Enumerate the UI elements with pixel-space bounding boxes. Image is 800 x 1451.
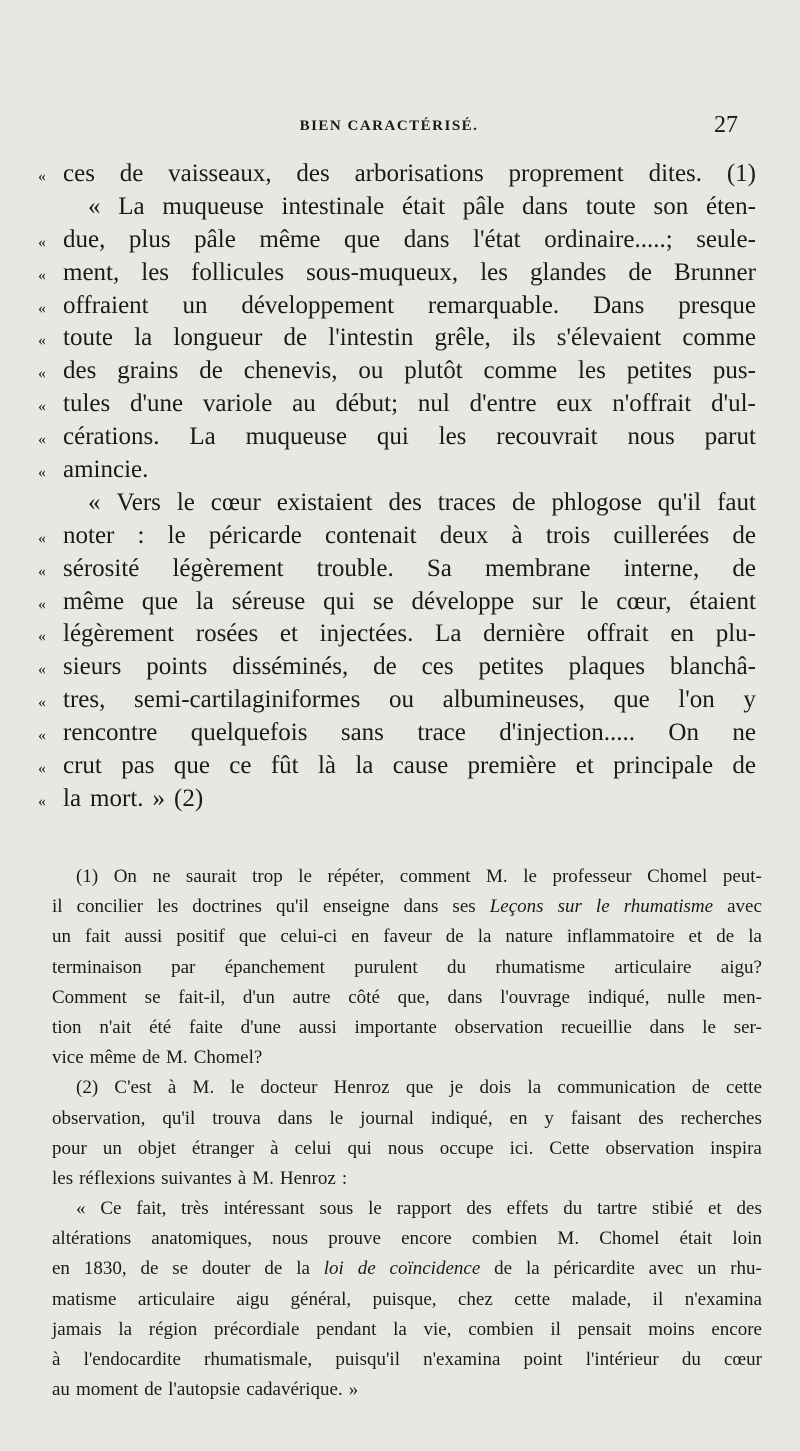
- footnote-text: un fait aussi positif que celui-ci en faveur de la nature inflammatoire et de la: [52, 926, 762, 948]
- text-line: [38, 783, 756, 816]
- footnotes: [52, 862, 762, 1405]
- footnote-line: [52, 1073, 762, 1103]
- footnote-line: [52, 1043, 762, 1073]
- quote-mark: «: [38, 562, 46, 580]
- line-text: ces de vaisseaux, des arborisations proprement dites. (1): [63, 160, 756, 187]
- footnote-line: [52, 1285, 762, 1315]
- footnote-text: observation, qu'il trouva dans le journal indiqué, en y faisant des recherches: [52, 1107, 762, 1129]
- footnote-line: [52, 1345, 762, 1375]
- text-line: [38, 290, 756, 323]
- footnote-text: terminaison par épanchement purulent du rhumatisme articulaire aigu?: [52, 956, 762, 978]
- line-text: légèrement rosées et injectées. La dernière offrait en plu-: [63, 620, 756, 648]
- line-text: crut pas que ce fût là la cause première et principale de: [63, 752, 756, 780]
- footnote-line: [52, 922, 762, 952]
- footnote-line: [52, 1104, 762, 1134]
- footnote-line: [52, 892, 762, 922]
- footnote-text: matisme articulaire aigu général, puisque, chez cette malade, il n'examina: [52, 1288, 762, 1310]
- text-line: [38, 421, 756, 454]
- line-text: sérosité légèrement trouble. Sa membrane interne, de: [63, 554, 756, 582]
- text-line: [38, 684, 756, 717]
- footnote-line: [52, 1194, 762, 1224]
- footnote-text: (1) On ne saurait trop le répéter, comment M. le professeur Chomel peut-: [76, 866, 762, 887]
- text-line: [38, 158, 756, 191]
- quote-mark: «: [38, 299, 46, 317]
- line-text: ment, les follicules sous-muqueux, les glandes de Brunner: [63, 258, 756, 286]
- footnote-text: en 1830, de se douter de la loi de coïncidence de la péricardite avec un rhu-: [52, 1258, 762, 1280]
- text-line: [38, 750, 756, 783]
- line-text: amincie.: [63, 456, 149, 484]
- quote-mark: «: [38, 694, 46, 712]
- quote-mark: «: [38, 792, 46, 810]
- quote-mark: «: [38, 398, 46, 416]
- footnote-text: (2) C'est à M. le docteur Henroz que je dois la communication de cette: [76, 1077, 762, 1099]
- text-line: [38, 257, 756, 290]
- line-text: cérations. La muqueuse qui les recouvrait nous parut: [63, 423, 756, 451]
- text-line: [38, 618, 756, 651]
- quote-mark: «: [38, 595, 46, 613]
- footnote-text: tion n'ait été faite d'une aussi importante observation recueillie dans le ser-: [52, 1016, 762, 1038]
- quote-mark: «: [38, 760, 46, 778]
- quote-mark: «: [38, 332, 46, 350]
- footnote-line: [52, 862, 762, 892]
- quote-mark: «: [38, 431, 46, 449]
- line-text: rencontre quelquefois sans trace d'injection..... On ne: [63, 719, 756, 747]
- line-text: offraient un développement remarquable. Dans presque: [63, 291, 756, 319]
- footnote-text: vice même de M. Chomel?: [52, 1047, 263, 1069]
- line-text: « Vers le cœur existaient des traces de phlogose qu'il faut: [88, 488, 756, 516]
- footnote-text: à l'endocardite rhumatismale, puisqu'il n'examina point l'intérieur du cœur: [52, 1349, 762, 1370]
- footnote-line: [52, 983, 762, 1013]
- footnote-text: « Ce fait, très intéressant sous le rapport des effets du tartre stibié et des: [76, 1198, 762, 1220]
- line-text: tres, semi-cartilaginiformes ou albumineuses, que l'on y: [63, 686, 756, 714]
- footnote-line: [52, 1375, 762, 1405]
- footnote-line: [52, 1013, 762, 1043]
- line-text: noter : le péricarde contenait deux à trois cuillerées de: [63, 521, 756, 549]
- text-line: [38, 520, 756, 553]
- quote-mark: «: [38, 529, 46, 547]
- quote-mark: «: [38, 365, 46, 383]
- footnote-text: les réflexions suivantes à M. Henroz :: [52, 1167, 348, 1189]
- line-text: sieurs points disséminés, de ces petites plaques blanchâ-: [63, 653, 756, 681]
- quote-mark: «: [38, 233, 46, 251]
- footnote-line: [52, 1164, 762, 1194]
- text-line: [38, 454, 756, 487]
- line-text: même que la séreuse qui se développe sur le cœur, étaient: [63, 587, 756, 615]
- footnote-line: [52, 1224, 762, 1254]
- line-text: « La muqueuse intestinale était pâle dans toute son éten-: [88, 192, 756, 220]
- footnote-text: il concilier les doctrines qu'il enseigne dans ses Leçons sur le rhumatisme avec: [52, 896, 762, 918]
- quote-mark: «: [38, 628, 46, 646]
- line-text: toute la longueur de l'intestin grêle, ils s'élevaient comme: [63, 324, 756, 352]
- page-number: 27: [714, 112, 738, 138]
- text-line: [38, 553, 756, 586]
- text-line: [38, 191, 756, 224]
- footnote-line: [52, 953, 762, 983]
- footnote-text: Comment se fait-il, d'un autre côté que, dans l'ouvrage indiqué, nulle men-: [52, 986, 762, 1008]
- line-text: due, plus pâle même que dans l'état ordinaire.....; seule-: [63, 225, 756, 253]
- line-text: la mort. » (2): [63, 784, 204, 812]
- text-line: [38, 651, 756, 684]
- text-line: [38, 717, 756, 750]
- footnote-line: [52, 1315, 762, 1345]
- text-line: [38, 388, 756, 421]
- footnote-text: pour un objet étranger à celui qui nous occupe ici. Cette observation inspira: [52, 1137, 762, 1159]
- text-line: [38, 322, 756, 355]
- text-line: [38, 224, 756, 257]
- text-line: [38, 586, 756, 619]
- footnote-text: altérations anatomiques, nous prouve encore combien M. Chomel était loin: [52, 1228, 762, 1250]
- main-text: [38, 158, 756, 816]
- line-text: tules d'une variole au début; nul d'entre eux n'offrait d'ul-: [63, 390, 756, 418]
- footnote-line: [52, 1134, 762, 1164]
- quote-mark: «: [38, 661, 46, 679]
- quote-mark: «: [38, 168, 46, 185]
- footnote-text: au moment de l'autopsie cadavérique. »: [52, 1379, 359, 1401]
- footnote-text: jamais la région précordiale pendant la vie, combien il pensait moins encore: [52, 1318, 762, 1340]
- running-title: BIEN CARACTÉRISÉ.: [299, 118, 479, 134]
- quote-mark: «: [38, 266, 46, 284]
- running-head: [40, 112, 738, 140]
- text-line: [38, 355, 756, 388]
- line-text: des grains de chenevis, ou plutôt comme les petites pus-: [63, 357, 756, 385]
- quote-mark: «: [38, 464, 46, 482]
- footnote-line: [52, 1254, 762, 1284]
- quote-mark: «: [38, 727, 46, 745]
- text-line: [38, 487, 756, 520]
